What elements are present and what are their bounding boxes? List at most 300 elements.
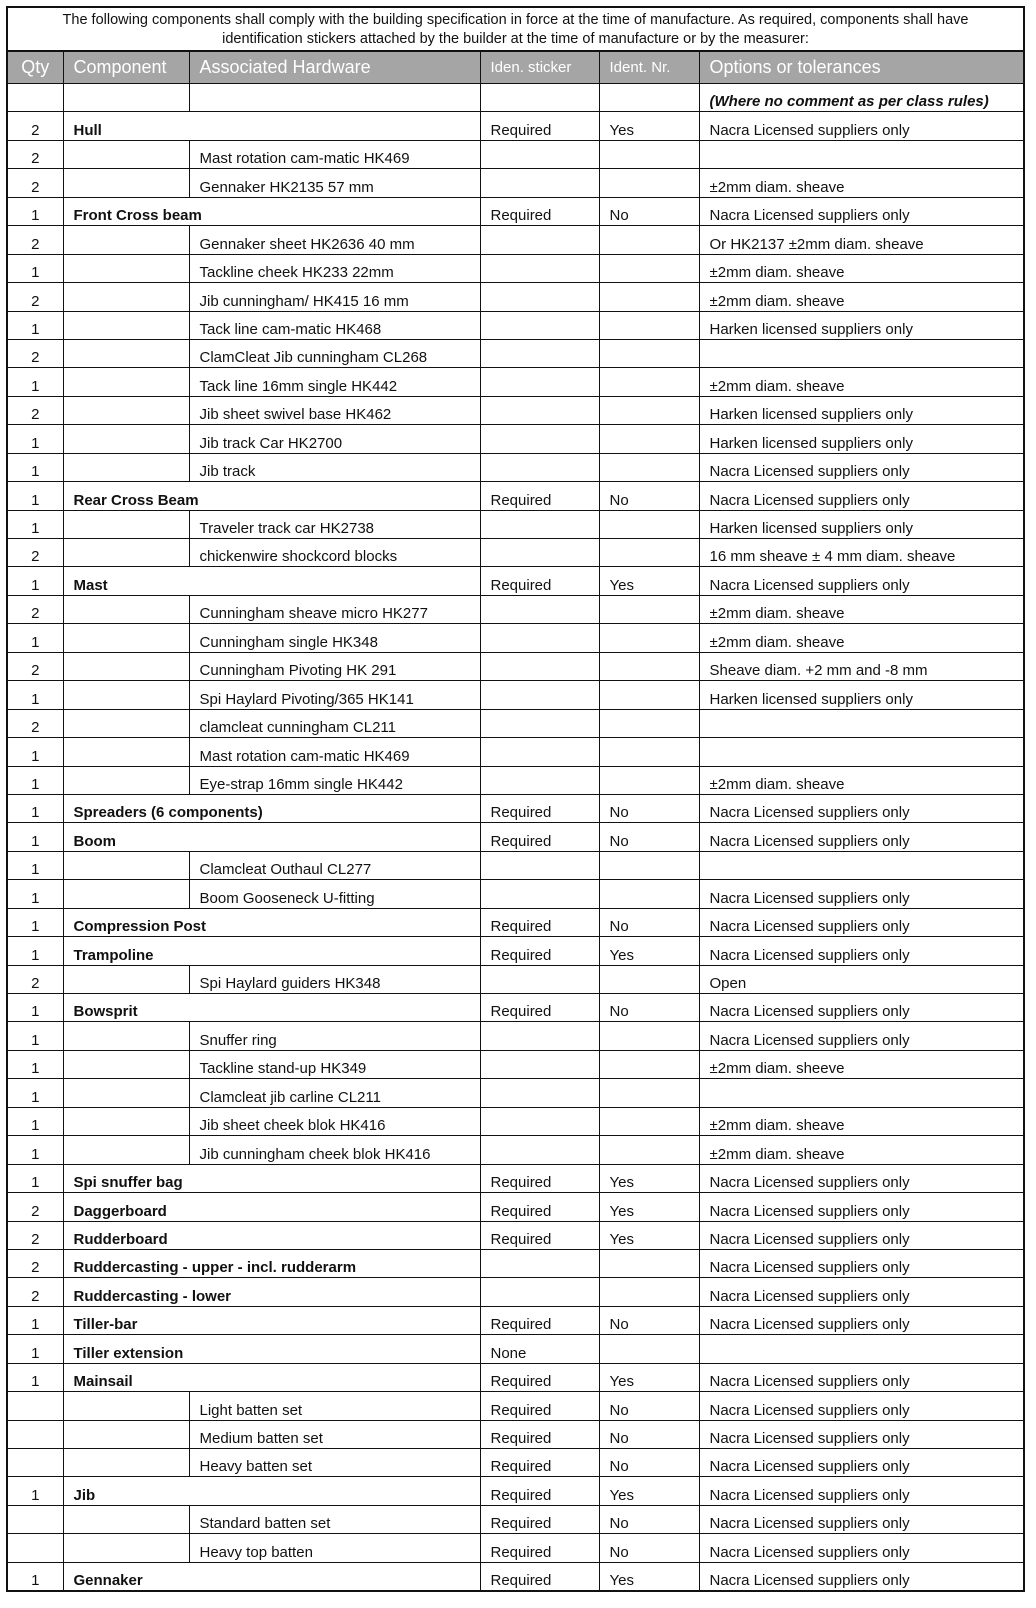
cell-options: Harken licensed suppliers only (699, 510, 1023, 538)
cell-options: ±2mm diam. sheave (699, 766, 1023, 794)
cell-options: ±2mm diam. sheave (699, 1136, 1023, 1164)
table-row (8, 1050, 1023, 1078)
table-row (8, 1449, 1023, 1477)
cell-qty: 1 (31, 1572, 40, 1590)
cell-hardware: Spi Haylard guiders HK348 (189, 965, 480, 993)
table-row (8, 1392, 1023, 1420)
cell-hardware: Tack line cam-matic HK468 (189, 311, 480, 339)
cell-iden-sticker: Required (480, 1534, 599, 1562)
cell-qty: 1 (8, 738, 63, 766)
cell-qty: 2 (8, 396, 63, 424)
cell-ident-nr: No (599, 1392, 699, 1420)
cell-options: Or HK2137 ±2mm diam. sheave (699, 226, 1023, 254)
cell-iden-sticker: Required (480, 823, 599, 851)
cell-qty: 1 (8, 994, 63, 1022)
cell-ident-nr (599, 510, 699, 538)
cell-options: Nacra Licensed suppliers only (699, 994, 1023, 1022)
cell-iden-sticker (480, 1050, 599, 1078)
cell-iden-sticker: Required (480, 1477, 599, 1505)
cell-iden-sticker (480, 283, 599, 311)
cell-iden-sticker (480, 681, 599, 709)
intro-line-2: identification stickers attached by the builder at the time of manufacture or by the measurer: (222, 31, 809, 47)
table-row (8, 140, 1023, 168)
cell-iden-sticker (480, 1079, 599, 1107)
cell-hardware: Clamcleat Outhaul CL277 (189, 851, 480, 879)
cell-component (63, 1107, 189, 1135)
cell-iden-sticker (480, 738, 599, 766)
cell-qty (8, 1420, 63, 1448)
cell-hardware: Cunningham Pivoting HK 291 (189, 652, 480, 680)
cell-component: Bowsprit (63, 994, 480, 1022)
cell-iden-sticker (480, 880, 599, 908)
cell-options: Nacra Licensed suppliers only (699, 1534, 1023, 1562)
cell-qty: 1 (8, 1050, 63, 1078)
cell-component: Spreaders (6 components) (63, 794, 480, 822)
cell-qty (8, 1449, 63, 1477)
cell-qty: 2 (8, 965, 63, 993)
cell-component: Front Cross beam (63, 197, 480, 225)
cell-options (699, 339, 1023, 367)
cell-component (63, 453, 189, 481)
cell-options: Nacra Licensed suppliers only (699, 112, 1023, 140)
cell-qty: 1 (8, 482, 63, 510)
cell-qty: 1 (8, 681, 63, 709)
table-row (8, 1477, 1023, 1505)
cell-component (63, 1449, 189, 1477)
cell-ident-nr (599, 1136, 699, 1164)
cell-component (63, 880, 189, 908)
cell-options: Nacra Licensed suppliers only (699, 1249, 1023, 1277)
cell-qty (8, 1392, 63, 1420)
cell-ident-nr (599, 425, 699, 453)
cell-hardware: Jib sheet swivel base HK462 (189, 396, 480, 424)
cell-qty: 1 (8, 425, 63, 453)
cell-options: Nacra Licensed suppliers only (699, 1449, 1023, 1477)
cell-options: Nacra Licensed suppliers only (699, 937, 1023, 965)
options-note: (Where no comment as per class rules) (699, 84, 1023, 112)
cell-iden-sticker (480, 1107, 599, 1135)
table-row (8, 425, 1023, 453)
cell-qty: 1 (8, 311, 63, 339)
cell-qty: 1 (8, 197, 63, 225)
cell-iden-sticker (480, 709, 599, 737)
cell-options: ±2mm diam. sheave (699, 283, 1023, 311)
cell-ident-nr: Yes (599, 1164, 699, 1192)
cell-ident-nr (599, 140, 699, 168)
cell-options: Nacra Licensed suppliers only (699, 1505, 1023, 1533)
cell-options: Nacra Licensed suppliers only (699, 908, 1023, 936)
cell-qty: 2 (8, 539, 63, 567)
cell-options: Nacra Licensed suppliers only (699, 1022, 1023, 1050)
cell-qty: 2 (8, 1193, 63, 1221)
table-header-row (8, 52, 1023, 84)
cell-hardware: Heavy top batten (189, 1534, 480, 1562)
cell-component: Boom (63, 823, 480, 851)
cell-hardware: Tackline cheek HK233 22mm (189, 254, 480, 282)
cell-iden-sticker (480, 595, 599, 623)
cell-ident-nr: Yes (599, 1562, 699, 1590)
cell-ident-nr (599, 311, 699, 339)
cell-qty: 1 (8, 1164, 63, 1192)
cell-component (63, 311, 189, 339)
table-row (8, 1249, 1023, 1277)
cell-iden-sticker (480, 624, 599, 652)
cell-iden-sticker (480, 368, 599, 396)
cell-component: Spi snuffer bag (63, 1164, 480, 1192)
cell-iden-sticker: Required (480, 1164, 599, 1192)
cell-options: Nacra Licensed suppliers only (699, 567, 1023, 595)
header-ident-nr: Ident. Nr. (599, 52, 699, 84)
cell-options: ±2mm diam. sheave (699, 254, 1023, 282)
cell-qty: 1 (8, 453, 63, 481)
cell-qty: 2 (8, 1249, 63, 1277)
table-row (8, 1562, 1023, 1590)
cell-ident-nr (599, 339, 699, 367)
cell-options: Nacra Licensed suppliers only (699, 1562, 1023, 1590)
cell-options: Nacra Licensed suppliers only (699, 1392, 1023, 1420)
component-spec-sheet (6, 6, 1025, 1592)
cell-qty: 2 (8, 652, 63, 680)
cell-iden-sticker: Required (480, 1221, 599, 1249)
cell-ident-nr: No (599, 823, 699, 851)
cell-options: 16 mm sheave ± 4 mm diam. sheave (699, 539, 1023, 567)
cell-ident-nr (599, 738, 699, 766)
cell-component (63, 539, 189, 567)
table-row (8, 681, 1023, 709)
cell-iden-sticker: Required (480, 994, 599, 1022)
table-row (8, 1278, 1023, 1306)
cell-ident-nr (599, 595, 699, 623)
table-row (8, 1420, 1023, 1448)
cell-options: ±2mm diam. sheave (699, 1107, 1023, 1135)
cell-ident-nr (599, 169, 699, 197)
cell-component: Tiller extension (63, 1335, 480, 1363)
cell-component (63, 169, 189, 197)
cell-ident-nr (599, 766, 699, 794)
cell-qty: 1 (8, 1107, 63, 1135)
table-row (8, 1164, 1023, 1192)
cell-iden-sticker (480, 425, 599, 453)
table-row (8, 851, 1023, 879)
cell-hardware: Gennaker sheet HK2636 40 mm (189, 226, 480, 254)
header-associated-hardware: Associated Hardware (189, 52, 480, 84)
cell-component: Mast (63, 567, 480, 595)
cell-ident-nr (599, 1107, 699, 1135)
cell-iden-sticker: Required (480, 1392, 599, 1420)
cell-component: Mainsail (63, 1363, 480, 1391)
cell-ident-nr: No (599, 994, 699, 1022)
cell-qty: 2 (8, 595, 63, 623)
cell-component (63, 368, 189, 396)
cell-hardware: Heavy batten set (189, 1449, 480, 1477)
cell-iden-sticker: Required (480, 567, 599, 595)
cell-iden-sticker (480, 510, 599, 538)
intro-line-1: The following components shall comply with the building specification in force at the time of manufacture. As required, components shall have (62, 12, 969, 28)
cell-component (63, 709, 189, 737)
cell-hardware: clamcleat cunningham CL211 (189, 709, 480, 737)
cell-iden-sticker: Required (480, 908, 599, 936)
cell-hardware: Boom Gooseneck U-fitting (189, 880, 480, 908)
cell-ident-nr (599, 368, 699, 396)
table-row (8, 624, 1023, 652)
cell-qty: 1 (8, 1335, 63, 1363)
cell-qty: 1 (8, 1306, 63, 1334)
cell-hardware: Tack line 16mm single HK442 (189, 368, 480, 396)
cell-component (63, 652, 189, 680)
cell-qty: 2 (8, 226, 63, 254)
cell-options (699, 1335, 1023, 1363)
cell-component: Hull (63, 112, 480, 140)
cell-iden-sticker (480, 311, 599, 339)
cell-component: Rear Cross Beam (63, 482, 480, 510)
cell-options: Nacra Licensed suppliers only (699, 1420, 1023, 1448)
header-component: Component (63, 52, 189, 84)
table-row (8, 1193, 1023, 1221)
cell-ident-nr: No (599, 794, 699, 822)
cell-component: Rudderboard (63, 1221, 480, 1249)
table-row (8, 965, 1023, 993)
cell-component (63, 254, 189, 282)
cell-component: Trampoline (63, 937, 480, 965)
cell-options: Sheave diam. +2 mm and -8 mm (699, 652, 1023, 680)
cell-qty: 1 (8, 624, 63, 652)
cell-component: Ruddercasting - upper - incl. rudderarm (63, 1249, 480, 1277)
cell-hardware: Eye-strap 16mm single HK442 (189, 766, 480, 794)
cell-component (63, 226, 189, 254)
cell-component (63, 851, 189, 879)
cell-qty: 1 (8, 908, 63, 936)
cell-ident-nr (599, 1022, 699, 1050)
cell-qty: 1 (8, 880, 63, 908)
cell-hardware: Jib cunningham cheek blok HK416 (189, 1136, 480, 1164)
cell-options: Nacra Licensed suppliers only (699, 482, 1023, 510)
table-row (8, 169, 1023, 197)
cell-iden-sticker: Required (480, 1449, 599, 1477)
cell-ident-nr: No (599, 1449, 699, 1477)
cell-options: Harken licensed suppliers only (699, 311, 1023, 339)
cell-hardware: Light batten set (189, 1392, 480, 1420)
cell-options: Nacra Licensed suppliers only (699, 1477, 1023, 1505)
cell-iden-sticker: Required (480, 1505, 599, 1533)
cell-iden-sticker (480, 851, 599, 879)
cell-options: Nacra Licensed suppliers only (699, 1363, 1023, 1391)
cell-iden-sticker (480, 539, 599, 567)
cell-hardware: Jib cunningham/ HK415 16 mm (189, 283, 480, 311)
cell-hardware: ClamCleat Jib cunningham CL268 (189, 339, 480, 367)
cell-component (63, 1505, 189, 1533)
cell-iden-sticker (480, 140, 599, 168)
cell-options (699, 851, 1023, 879)
cell-component (63, 1136, 189, 1164)
cell-ident-nr (599, 1278, 699, 1306)
cell-hardware: Medium batten set (189, 1420, 480, 1448)
cell-qty: 2 (8, 112, 63, 140)
cell-ident-nr (599, 965, 699, 993)
cell-hardware: Standard batten set (189, 1505, 480, 1533)
cell-options: ±2mm diam. sheave (699, 624, 1023, 652)
cell-qty: 2 (8, 709, 63, 737)
table-row (8, 937, 1023, 965)
cell-component (63, 425, 189, 453)
table-row (8, 283, 1023, 311)
table-row (8, 539, 1023, 567)
cell-iden-sticker (480, 1022, 599, 1050)
cell-qty: 1 (8, 510, 63, 538)
cell-qty: 1 (8, 1477, 63, 1505)
cell-qty: 2 (8, 140, 63, 168)
cell-iden-sticker (480, 453, 599, 481)
cell-ident-nr (599, 1079, 699, 1107)
cell-component: Gennaker (63, 1562, 480, 1590)
cell-options: Nacra Licensed suppliers only (699, 880, 1023, 908)
cell-iden-sticker: Required (480, 1420, 599, 1448)
cell-qty: 2 (8, 339, 63, 367)
cell-options: Harken licensed suppliers only (699, 681, 1023, 709)
cell-qty: 1 (8, 1136, 63, 1164)
cell-ident-nr (599, 1335, 699, 1363)
table-row (8, 112, 1023, 140)
cell-ident-nr (599, 254, 699, 282)
cell-component (63, 510, 189, 538)
cell-options: Harken licensed suppliers only (699, 425, 1023, 453)
cell-iden-sticker: Required (480, 112, 599, 140)
cell-ident-nr (599, 880, 699, 908)
cell-iden-sticker (480, 652, 599, 680)
cell-qty: 1 (8, 567, 63, 595)
table-row (8, 595, 1023, 623)
cell-ident-nr: No (599, 482, 699, 510)
table-row (8, 738, 1023, 766)
cell-component: Ruddercasting - lower (63, 1278, 480, 1306)
cell-qty (8, 1534, 63, 1562)
cell-qty: 1 (8, 368, 63, 396)
table-row (8, 1363, 1023, 1391)
cell-component (63, 396, 189, 424)
cell-ident-nr: No (599, 1505, 699, 1533)
table-row (8, 1136, 1023, 1164)
cell-component (63, 1392, 189, 1420)
cell-options: ±2mm diam. sheave (699, 595, 1023, 623)
table-row (8, 1221, 1023, 1249)
cell-iden-sticker: Required (480, 1306, 599, 1334)
cell-hardware: Clamcleat jib carline CL211 (189, 1079, 480, 1107)
table-row (8, 1534, 1023, 1562)
cell-ident-nr (599, 709, 699, 737)
cell-iden-sticker: Required (480, 197, 599, 225)
table-row (8, 1107, 1023, 1135)
cell-iden-sticker (480, 965, 599, 993)
table-row (8, 396, 1023, 424)
table-row (8, 567, 1023, 595)
cell-options: Harken licensed suppliers only (699, 396, 1023, 424)
cell-component: Tiller-bar (63, 1306, 480, 1334)
cell-hardware: Cunningham sheave micro HK277 (189, 595, 480, 623)
cell-options (699, 738, 1023, 766)
cell-options: Nacra Licensed suppliers only (699, 1164, 1023, 1192)
cell-ident-nr: Yes (599, 1477, 699, 1505)
header-options: Options or tolerances (699, 52, 1023, 84)
cell-iden-sticker: Required (480, 794, 599, 822)
cell-qty: 2 (8, 1278, 63, 1306)
cell-component (63, 339, 189, 367)
table-row (8, 1079, 1023, 1107)
cell-ident-nr (599, 453, 699, 481)
cell-qty: 2 (8, 169, 63, 197)
cell-options: ±2mm diam. sheave (699, 368, 1023, 396)
cell-component (63, 595, 189, 623)
table-row (8, 823, 1023, 851)
table-row (8, 453, 1023, 481)
cell-options: ±2mm diam. sheave (699, 169, 1023, 197)
cell-component (63, 965, 189, 993)
cell-hardware: Jib sheet cheek blok HK416 (189, 1107, 480, 1135)
table-row (8, 339, 1023, 367)
cell-ident-nr (599, 396, 699, 424)
cell-iden-sticker: None (480, 1335, 599, 1363)
cell-component (63, 1079, 189, 1107)
table-row (8, 254, 1023, 282)
cell-qty (8, 1505, 63, 1533)
cell-component (63, 1050, 189, 1078)
cell-iden-sticker: Required (480, 1562, 599, 1590)
cell-hardware: Jib track (189, 453, 480, 481)
cell-options: Nacra Licensed suppliers only (699, 197, 1023, 225)
cell-qty: 1 (8, 1363, 63, 1391)
cell-ident-nr: Yes (599, 1363, 699, 1391)
cell-qty: 2 (8, 1221, 63, 1249)
cell-component (63, 1420, 189, 1448)
cell-ident-nr: Yes (599, 937, 699, 965)
cell-ident-nr: Yes (599, 1193, 699, 1221)
cell-ident-nr (599, 283, 699, 311)
cell-ident-nr: No (599, 1534, 699, 1562)
cell-iden-sticker: Required (480, 1363, 599, 1391)
cell-iden-sticker (480, 1278, 599, 1306)
table-row (8, 766, 1023, 794)
cell-ident-nr (599, 1050, 699, 1078)
table-row (8, 368, 1023, 396)
cell-iden-sticker (480, 1249, 599, 1277)
cell-ident-nr (599, 652, 699, 680)
cell-qty: 1 (8, 851, 63, 879)
cell-qty: 1 (8, 1022, 63, 1050)
table-row (8, 880, 1023, 908)
cell-ident-nr (599, 226, 699, 254)
table-row (8, 311, 1023, 339)
cell-component: Compression Post (63, 908, 480, 936)
table-row (8, 1306, 1023, 1334)
table-row (8, 994, 1023, 1022)
cell-ident-nr (599, 539, 699, 567)
cell-hardware: Spi Haylard Pivoting/365 HK141 (189, 681, 480, 709)
cell-ident-nr: Yes (599, 112, 699, 140)
cell-hardware: chickenwire shockcord blocks (189, 539, 480, 567)
cell-options: Nacra Licensed suppliers only (699, 1306, 1023, 1334)
cell-component (63, 681, 189, 709)
cell-qty: 2 (8, 283, 63, 311)
cell-component (63, 738, 189, 766)
cell-component: Daggerboard (63, 1193, 480, 1221)
cell-options: Nacra Licensed suppliers only (699, 1193, 1023, 1221)
cell-iden-sticker (480, 169, 599, 197)
table-row (8, 1505, 1023, 1533)
cell-component (63, 1022, 189, 1050)
cell-options: Nacra Licensed suppliers only (699, 1278, 1023, 1306)
table-row (8, 197, 1023, 225)
cell-qty: 1 (8, 937, 63, 965)
cell-qty: 1 (8, 254, 63, 282)
cell-hardware: Tackline stand-up HK349 (189, 1050, 480, 1078)
